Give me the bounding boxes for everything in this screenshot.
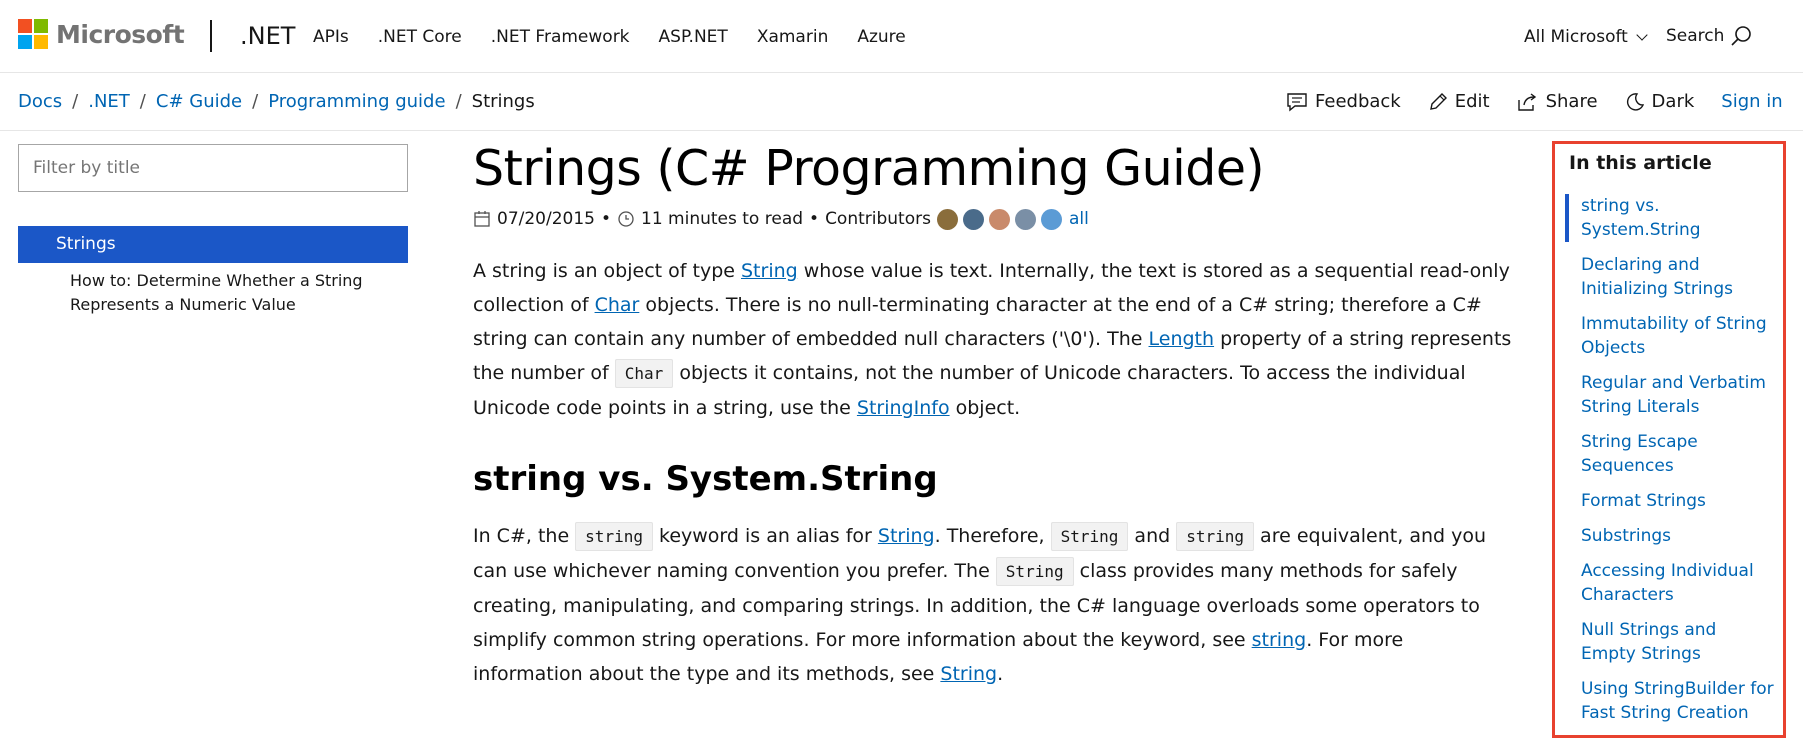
text-run: . For more information about the type and its methods, see (473, 629, 1404, 685)
breadcrumb-current: Strings (471, 91, 535, 112)
dark-mode-toggle[interactable] (1625, 91, 1695, 112)
intro-paragraph (473, 254, 1513, 425)
text-run: In C#, the (473, 525, 576, 547)
text-run: . (997, 663, 1004, 685)
sign-in-link[interactable]: Sign in (1721, 91, 1783, 112)
string-link[interactable]: String (877, 525, 935, 547)
brand-divider (210, 20, 212, 52)
dotnet-brand-link[interactable]: .NET (240, 22, 296, 50)
page-actions (1286, 91, 1783, 112)
feedback-label: Feedback (1315, 91, 1401, 112)
text-run: object. (949, 397, 1021, 419)
breadcrumb-programming-guide[interactable]: Programming guide (268, 91, 446, 112)
length-link[interactable]: Length (1148, 328, 1215, 350)
breadcrumb-separator: / (455, 91, 462, 112)
calendar-icon (473, 210, 491, 228)
toc-item-determine-numeric[interactable]: How to: Determine Whether a String Represents a Numeric Value (70, 271, 363, 314)
page-title: Strings (C# Programming Guide) (473, 140, 1265, 197)
in-this-article-heading: In this article (1569, 152, 1712, 174)
breadcrumb-docs[interactable]: Docs (18, 91, 63, 112)
dark-label: Dark (1651, 91, 1695, 112)
text-run: A string is an object of type (473, 260, 741, 282)
article-nav-item[interactable]: Accessing Individual Characters (1581, 561, 1754, 605)
search-icon (1730, 25, 1752, 47)
string-link[interactable]: String (741, 260, 798, 282)
text-run: and (1128, 525, 1177, 547)
nav-dotnet-framework[interactable]: .NET Framework (490, 27, 630, 47)
text-run: keyword is an alias for (652, 525, 878, 547)
article-nav-item[interactable]: Substrings (1581, 526, 1672, 546)
inline-code: String (1051, 522, 1129, 551)
site-header (0, 0, 1803, 73)
section-heading: string vs. System.String (473, 459, 938, 499)
inline-code: string (1176, 522, 1254, 551)
pencil-icon (1428, 92, 1448, 112)
text-run: . Therefore, (934, 525, 1051, 547)
inline-code: Char (615, 359, 674, 388)
text-run: are equivalent, and you can use whichever naming convention you prefer. The (473, 525, 1487, 582)
contributor-avatars (937, 209, 1067, 230)
meta-separator: • (600, 209, 612, 229)
section-paragraph (473, 519, 1513, 691)
meta-separator: • (809, 209, 820, 229)
article-nav-item[interactable]: Null Strings and Empty Strings (1581, 620, 1717, 664)
microsoft-logo-icon (18, 19, 48, 49)
nav-xamarin[interactable]: Xamarin (756, 27, 829, 47)
read-time: 11 minutes to read (641, 209, 804, 229)
article-nav-item[interactable]: string vs. System.String (1565, 194, 1775, 242)
article-content (473, 138, 1513, 691)
string-type-link[interactable]: String (940, 663, 998, 685)
contributor-avatar[interactable] (937, 209, 958, 230)
stringinfo-link[interactable]: StringInfo (856, 397, 950, 419)
text-run: whose value is text. Internally, the text is stored as a sequential read-only collection of (473, 260, 1510, 316)
breadcrumb-separator: / (139, 91, 146, 112)
share-label: Share (1545, 91, 1598, 112)
text-run: property of a string represents the number of (473, 328, 1512, 384)
search-label: Search (1666, 26, 1725, 46)
in-this-article-list (1565, 194, 1775, 736)
char-link[interactable]: Char (594, 294, 640, 316)
article-metadata (473, 206, 1513, 232)
search-button[interactable] (1666, 25, 1752, 47)
text-run: objects it contains, not the number of Unicode characters. To access the individual Unicode code points in a string, use the (473, 362, 1466, 419)
clock-icon (617, 210, 635, 228)
text-run: objects. There is no null-terminating character at the end of a C# string; therefore a C# string can contain any number of embedded null characters ('\0'). The (473, 294, 1482, 350)
feedback-button[interactable] (1286, 91, 1401, 112)
all-microsoft-menu[interactable] (1524, 27, 1646, 47)
edit-button[interactable] (1428, 91, 1490, 112)
contributor-avatar[interactable] (989, 209, 1010, 230)
breadcrumb-bar (0, 74, 1803, 131)
inline-code: String (996, 557, 1074, 586)
breadcrumb-csharp-guide[interactable]: C# Guide (155, 91, 243, 112)
breadcrumb-separator: / (252, 91, 259, 112)
all-microsoft-label: All Microsoft (1524, 27, 1628, 47)
article-nav-item[interactable]: Format Strings (1581, 491, 1706, 511)
nav-aspnet[interactable]: ASP.NET (658, 27, 728, 47)
nav-apis[interactable]: APIs (313, 27, 349, 47)
text-run: class provides many methods for safely creating, manipulating, and comparing strings. In addition, the C# language overloads some operators to simplify common string operations. For more information about the keyword, see (473, 560, 1480, 651)
feedback-icon (1286, 92, 1308, 112)
article-nav-item[interactable]: Declaring and Initializing Strings (1581, 255, 1733, 299)
article-nav-item[interactable]: Regular and Verbatim String Literals (1581, 373, 1766, 417)
share-icon (1517, 92, 1539, 112)
share-button[interactable] (1517, 91, 1598, 112)
toc-item-strings[interactable]: Strings (18, 226, 408, 263)
nav-dotnet-core[interactable]: .NET Core (377, 27, 462, 47)
chevron-down-icon (1636, 29, 1647, 40)
contributor-avatar[interactable] (963, 209, 984, 230)
edit-label: Edit (1454, 91, 1490, 112)
nav-azure[interactable]: Azure (857, 27, 906, 47)
article-nav-item[interactable]: Immutability of String Objects (1581, 314, 1767, 358)
microsoft-logo-text: Microsoft (56, 19, 185, 49)
contributor-avatar[interactable] (1041, 209, 1062, 230)
filter-by-title-input[interactable] (18, 144, 408, 192)
article-date: 07/20/2015 (497, 209, 595, 229)
breadcrumb-separator: / (72, 91, 79, 112)
all-contributors-link[interactable]: all (1068, 209, 1089, 229)
breadcrumb-dotnet[interactable]: .NET (88, 91, 130, 112)
microsoft-logo[interactable] (18, 19, 184, 49)
inline-code: string (575, 522, 653, 551)
moon-icon (1625, 92, 1645, 112)
article-nav-item[interactable]: String Escape Sequences (1581, 432, 1698, 476)
string-keyword-link[interactable]: string (1251, 629, 1307, 651)
contributor-avatar[interactable] (1015, 209, 1036, 230)
top-navigation (313, 27, 935, 47)
breadcrumb (18, 91, 535, 112)
in-this-article-panel (1552, 141, 1786, 738)
contributors-label: Contributors (825, 209, 931, 229)
article-nav-item[interactable]: Using StringBuilder for Fast String Creation (1581, 679, 1774, 723)
